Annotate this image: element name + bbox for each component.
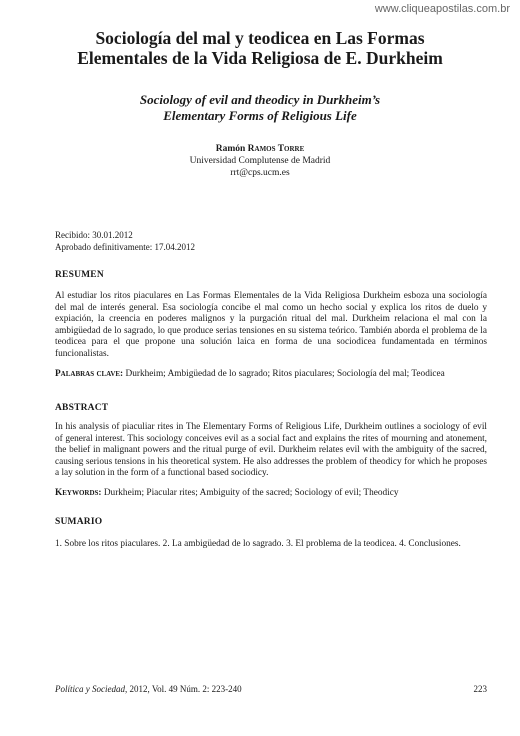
keywords-label: Keywords: <box>55 488 102 498</box>
subtitle-line-2: Elementary Forms of Religious Life <box>163 108 357 123</box>
abstract-heading: ABSTRACT <box>55 403 109 413</box>
title-line-2: Elementales de la Vida Religiosa de E. Durkheim <box>77 48 443 68</box>
keywords-text: Durkheim; Piacular rites; Ambiguity of the sacred; Sociology of evil; Theodicy <box>103 488 399 498</box>
watermark: www.cliqueapostilas.com.br <box>374 3 510 15</box>
author-affiliation: Universidad Complutense de Madrid <box>189 156 331 166</box>
palabras-clave <box>55 369 487 381</box>
palabras-clave-text: Durkheim; Ambigüedad de lo sagrado; Ritos piaculares; Sociología del mal; Teodicea <box>125 369 445 379</box>
dates-block <box>55 229 195 253</box>
subtitle-line-1: Sociology of evil and theodicy in Durkheim’s <box>139 92 381 107</box>
approved-date: Aprobado definitivamente: 17.04.2012 <box>55 242 195 252</box>
resumen-text: Al estudiar los ritos piaculares en Las Formas Elementales de la Vida Religiosa Durkheim esboza una sociología del mal de interés general. Esa sociología concibe el mal como un hecho social y explica los ritos de duelo y expiación, la creencia en poderes malignos y la purgación ritual del mal. Durkheim relaciona el mal con la ambigüedad de lo sagrado, lo que produce serias tensiones en su sistema teórico. También aborda el problema de la teodicea para el que propone una solución laica en forma de una sociodicea fundamentada en términos funcionalistas. <box>55 291 487 359</box>
paper-subtitle <box>20 92 500 124</box>
keywords <box>55 488 487 500</box>
author-first-name: Ramón <box>215 144 246 154</box>
resumen-heading: RESUMEN <box>55 270 104 280</box>
footer-citation <box>55 684 242 694</box>
author-last-name: Ramos Torre <box>247 144 305 154</box>
author-email: rrt@cps.ucm.es <box>230 168 290 178</box>
title-line-1: Sociología del mal y teodicea en Las Formas <box>95 28 425 48</box>
paper-title <box>20 28 500 68</box>
author-block <box>20 143 500 179</box>
palabras-clave-label: Palabras clave: <box>55 369 124 379</box>
page-number: 223 <box>473 684 487 694</box>
author-name <box>20 143 500 155</box>
received-date: Recibido: 30.01.2012 <box>55 230 133 240</box>
sumario-heading: SUMARIO <box>55 517 103 527</box>
citation-details: , 2012, Vol. 49 Núm. 2: 223-240 <box>124 684 242 694</box>
journal-name: Política y Sociedad <box>55 684 125 694</box>
sumario-text: 1. Sobre los ritos piaculares. 2. La ambigüedad de lo sagrado. 3. El problema de la teodicea. 4. Conclusiones. <box>55 539 461 549</box>
abstract-text: In his analysis of piaculiar rites in The Elementary Forms of Religious Life, Durkheim outlines a sociology of evil of general interest. This sociology conceives evil as a social fact and explains the rites of mourning and atonement, the belief in malignant powers and the ritual purge of evil. Durkheim relates evil with the ambiguity of the sacred, causing serious tensions in his theoretical system. He also addresses the problem of theodicy for which he proposes a lay solution in the form of a functional based sociodicy. <box>55 422 487 479</box>
